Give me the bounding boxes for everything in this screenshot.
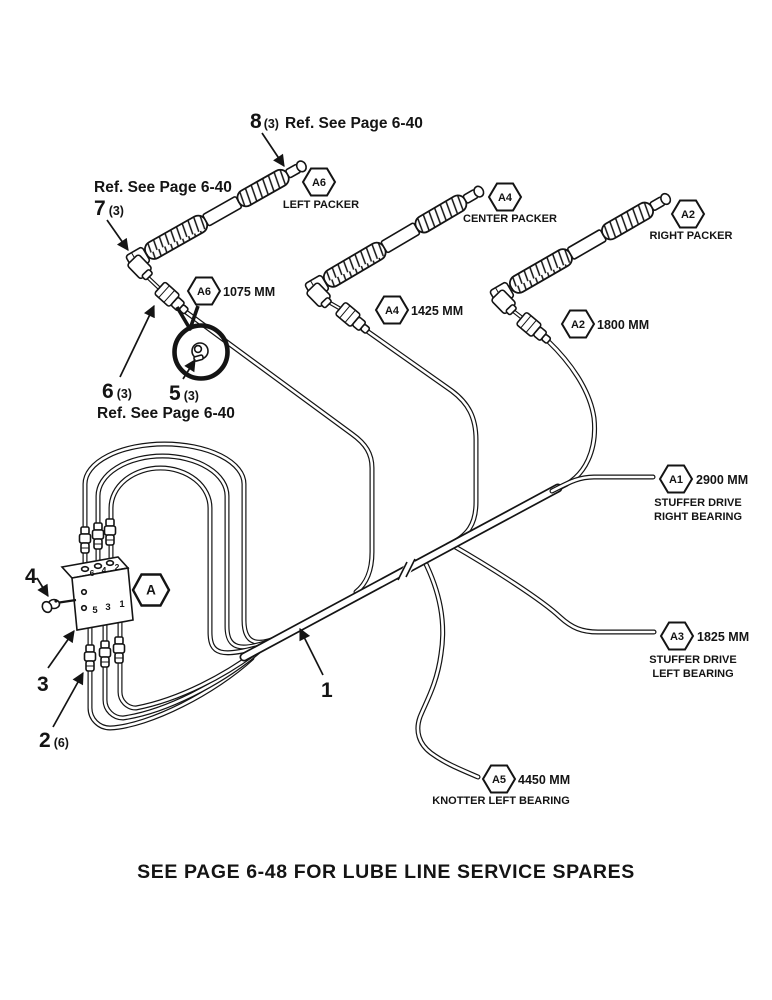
callout-2: 2 (6) xyxy=(39,729,69,752)
hex-a2-length xyxy=(562,311,594,338)
detail-circle xyxy=(175,306,228,379)
hex-code: A4 xyxy=(497,192,513,204)
hex-code: A3 xyxy=(669,631,685,643)
page-caption: SEE PAGE 6-48 FOR LUBE LINE SERVICE SPARES xyxy=(137,861,635,883)
hex-code: A4 xyxy=(384,305,400,317)
hex-code: A5 xyxy=(491,774,507,786)
hex-code: A2 xyxy=(680,209,696,221)
a4-length-label: 1425 MM xyxy=(411,304,464,318)
port-number-front-1: 1 xyxy=(119,599,125,610)
callout-4: 4 xyxy=(25,565,37,588)
callout-8: 8 (3) Ref. See Page 6-40 xyxy=(250,110,423,133)
inline-fitting-left xyxy=(154,282,191,318)
callout-7-ref: Ref. See Page 6-40 xyxy=(94,179,232,196)
a3-dest-line1: STUFFER DRIVE xyxy=(649,654,737,666)
port-number-top-6: 6 xyxy=(89,568,95,578)
a3-length-label: 1825 MM xyxy=(697,630,750,644)
hex-a3 xyxy=(661,623,693,650)
hex-left-packer xyxy=(303,169,335,196)
manifold-block xyxy=(41,557,133,630)
hex-a5 xyxy=(483,766,515,793)
hex-code: A xyxy=(146,582,156,598)
callout-6: 6 (3) xyxy=(102,380,132,403)
hex-manifold xyxy=(133,575,169,606)
grease-zerk-fitting xyxy=(41,599,76,613)
center-packer-label: CENTER PACKER xyxy=(463,213,557,225)
a6-length-label: 1075 MM xyxy=(223,285,276,299)
port-number-top-2: 2 xyxy=(114,562,120,572)
left-packer-hose xyxy=(128,156,310,269)
hex-code: A6 xyxy=(196,286,212,298)
port-number-top-4: 4 xyxy=(101,565,107,575)
hex-code: A6 xyxy=(311,177,327,189)
a1-dest-line2: RIGHT BEARING xyxy=(654,511,742,523)
right-packer-label: RIGHT PACKER xyxy=(649,230,733,242)
callout-7: 7 (3) xyxy=(94,197,124,220)
inline-fitting-right xyxy=(516,312,554,347)
callout-1: 1 xyxy=(321,679,333,702)
a1-dest-line1: STUFFER DRIVE xyxy=(654,497,742,509)
inline-fitting-center xyxy=(335,302,373,337)
hex-a6-length xyxy=(188,278,220,305)
left-packer-label: LEFT PACKER xyxy=(282,199,360,211)
hex-code: A2 xyxy=(570,319,586,331)
a1-length-label: 2900 MM xyxy=(696,473,749,487)
hex-code: A1 xyxy=(668,474,684,486)
callout-3: 3 xyxy=(37,673,49,696)
right-packer-hose xyxy=(493,189,674,304)
a2-length-label: 1800 MM xyxy=(597,318,650,332)
hex-a4-length xyxy=(376,297,408,324)
hex-right-packer xyxy=(672,201,704,228)
port-number-front-3: 3 xyxy=(105,602,111,613)
hex-a1 xyxy=(660,466,692,493)
a5-dest-label: KNOTTER LEFT BEARING xyxy=(432,795,570,807)
callout-5: 5 (3) xyxy=(169,382,199,405)
a5-length-label: 4450 MM xyxy=(518,773,571,787)
hex-center-packer xyxy=(489,184,521,211)
port-number-front-5: 5 xyxy=(92,605,98,616)
callout-56-ref: Ref. See Page 6-40 xyxy=(97,405,235,422)
a3-dest-line2: LEFT BEARING xyxy=(652,668,734,680)
